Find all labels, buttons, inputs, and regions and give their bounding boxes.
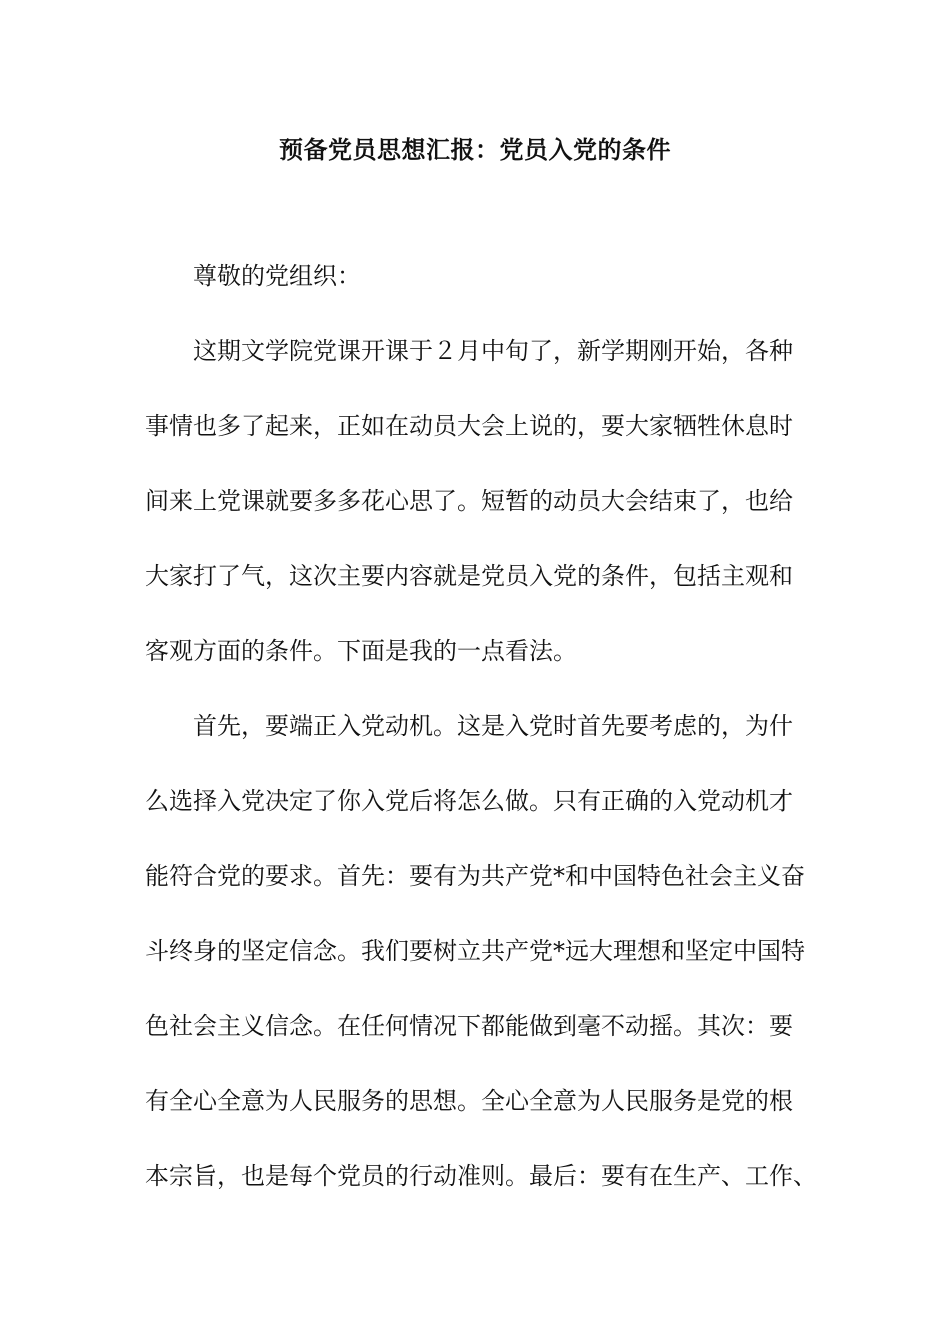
paragraph-2-line-2: 么选择入党决定了你入党后将怎么做。只有正确的入党动机才 xyxy=(145,787,793,815)
paragraph-2-line-7: 本宗旨，也是每个党员的行动准则。最后：要有在生产、工作、 xyxy=(145,1162,817,1190)
paragraph-1-line-2: 事情也多了起来，正如在动员大会上说的，要大家牺牲休息时 xyxy=(145,412,793,440)
paragraph-1-line-3: 间来上党课就要多多花心思了。短暂的动员大会结束了，也给 xyxy=(145,487,793,515)
paragraph-1-line-1: 这期文学院党课开课于２月中旬了，新学期刚开始，各种 xyxy=(193,337,793,365)
paragraph-2-line-1: 首先，要端正入党动机。这是入党时首先要考虑的，为什 xyxy=(193,712,793,740)
paragraph-2-line-3: 能符合党的要求。首先：要有为共产党*和中国特色社会主义奋 xyxy=(145,862,805,890)
salutation: 尊敬的党组织： xyxy=(193,262,361,290)
paragraph-2-line-6: 有全心全意为人民服务的思想。全心全意为人民服务是党的根 xyxy=(145,1087,793,1115)
paragraph-1-line-5: 客观方面的条件。下面是我的一点看法。 xyxy=(145,637,577,665)
paragraph-2-line-5: 色社会主义信念。在任何情况下都能做到毫不动摇。其次：要 xyxy=(145,1012,793,1040)
paragraph-2-line-4: 斗终身的坚定信念。我们要树立共产党*远大理想和坚定中国特 xyxy=(145,937,805,965)
paragraph-1-line-4: 大家打了气，这次主要内容就是党员入党的条件，包括主观和 xyxy=(145,562,793,590)
document-title: 预备党员思想汇报：党员入党的条件 xyxy=(279,135,671,164)
